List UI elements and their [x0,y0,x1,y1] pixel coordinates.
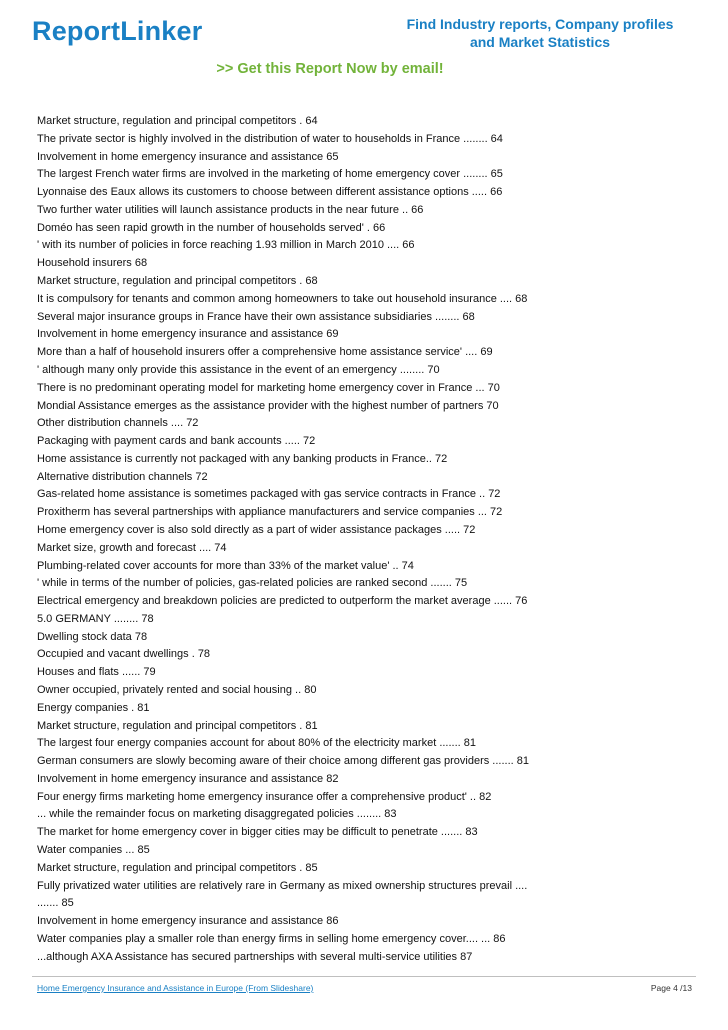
toc-entry: Water companies play a smaller role than energy firms in selling home emergency cover.... ... 86 [37,932,506,945]
toc-entry: Packaging with payment cards and bank accounts ..... 72 [37,435,316,448]
toc-entry: ... while the remainder focus on marketing disaggregated policies ........ 83 [37,808,397,821]
toc-entry: Involvement in home emergency insurance and assistance 65 [37,150,339,163]
toc-entry: The largest French water firms are involved in the marketing of home emergency cover ........ 65 [37,168,503,181]
toc-entry: Involvement in home emergency insurance and assistance 82 [37,772,339,785]
header-tagline [380,15,700,51]
toc-entry: Doméo has seen rapid growth in the number of households served' . 66 [37,221,386,234]
toc-entry: ' with its number of policies in force reaching 1.93 million in March 2010 .... 66 [37,239,415,252]
toc-entry: Electrical emergency and breakdown policies are predicted to outperform the market average ...... 76 [37,595,528,608]
toc-entry: ....... 85 [37,897,74,910]
toc-entry: Market structure, regulation and principal competitors . 68 [37,275,318,288]
toc-entry: 5.0 GERMANY ........ 78 [37,612,154,625]
reportlinker-logo[interactable]: ReportLinker [32,16,203,46]
tagline-line-1: Find Industry reports, Company profiles [406,16,674,32]
toc-entry: Involvement in home emergency insurance and assistance 69 [37,328,339,341]
toc-entry: Home assistance is currently not packaged with any banking products in France.. 72 [37,452,448,465]
toc-entry: Gas-related home assistance is sometimes packaged with gas service contracts in France .. 72 [37,488,501,501]
toc-entry: The market for home emergency cover in bigger cities may be difficult to penetrate ....... 83 [37,826,478,839]
toc-entry: Household insurers 68 [37,257,148,270]
toc-entry: Fully privatized water utilities are relatively rare in Germany as mixed ownership structures prevail .... [37,879,528,892]
toc-entry: Market structure, regulation and principal competitors . 81 [37,719,318,732]
toc-entry: Owner occupied, privately rented and social housing .. 80 [37,684,317,696]
toc-entry: Market structure, regulation and principal competitors . 85 [37,861,318,874]
toc-entry: ...although AXA Assistance has secured partnerships with several multi-service utilities 87 [37,950,473,963]
toc-entry: Lyonnaise des Eaux allows its customers to choose between different assistance options ..... 66 [37,186,503,199]
toc-entry: Houses and flats ...... 79 [37,666,156,679]
toc-entry: Four energy firms marketing home emergency insurance offer a comprehensive product' .. 82 [37,790,492,803]
tagline-line-2: and Market Statistics [469,34,611,50]
toc-entry: ' although many only provide this assistance in the event of an emergency ........ 70 [37,363,440,376]
toc-entry: Market size, growth and forecast .... 74 [37,541,227,554]
toc-entry: Mondial Assistance emerges as the assistance provider with the highest number of partners 70 [37,399,499,412]
page-number: Page 4 /13 [650,983,692,993]
toc-entry: German consumers are slowly becoming aware of their choice among different gas providers ....... 81 [37,755,529,768]
toc-entry: The largest four energy companies account for about 80% of the electricity market ....... 81 [37,737,477,750]
toc-entry: Several major insurance groups in France have their own assistance subsidiaries ........ 68 [37,310,475,323]
toc-entry: Involvement in home emergency insurance and assistance 86 [37,915,339,928]
toc-entry: ' while in terms of the number of policies, gas-related policies are ranked second ....... 75 [37,577,468,590]
toc-entry: Proxitherm has several partnerships with appliance manufacturers and service companies ... 72 [37,506,503,519]
toc-entry: It is compulsory for tenants and common among homeowners to take out household insurance .... 68 [37,292,528,305]
toc-entry: Other distribution channels .... 72 [37,417,199,430]
toc-entry: Home emergency cover is also sold directly as a part of wider assistance packages ..... 72 [37,523,476,536]
toc-entry: Market structure, regulation and principal competitors . 64 [37,115,318,127]
get-report-email-link[interactable]: >> Get this Report Now by email! [216,61,444,77]
toc-entry: Energy companies . 81 [37,701,150,714]
toc-entry: The private sector is highly involved in the distribution of water to households in France ........ 64 [37,132,503,145]
table-of-contents [37,113,677,967]
toc-entry: Water companies ... 85 [37,844,150,857]
footer-source-link[interactable]: Home Emergency Insurance and Assistance in Europe (From Slideshare) [37,983,314,993]
toc-entry: Occupied and vacant dwellings . 78 [37,648,211,661]
toc-entry: More than a half of household insurers offer a comprehensive home assistance service' .... 69 [37,346,493,359]
toc-entry: Alternative distribution channels 72 [37,470,208,483]
footer-divider [32,976,696,977]
toc-entry: Two further water utilities will launch assistance products in the near future .. 66 [37,203,424,216]
toc-entry: There is no predominant operating model for marketing home emergency cover in France ... 70 [37,381,500,394]
toc-entry: Plumbing-related cover accounts for more than 33% of the market value' .. 74 [37,559,414,572]
toc-entry: Dwelling stock data 78 [37,630,148,643]
